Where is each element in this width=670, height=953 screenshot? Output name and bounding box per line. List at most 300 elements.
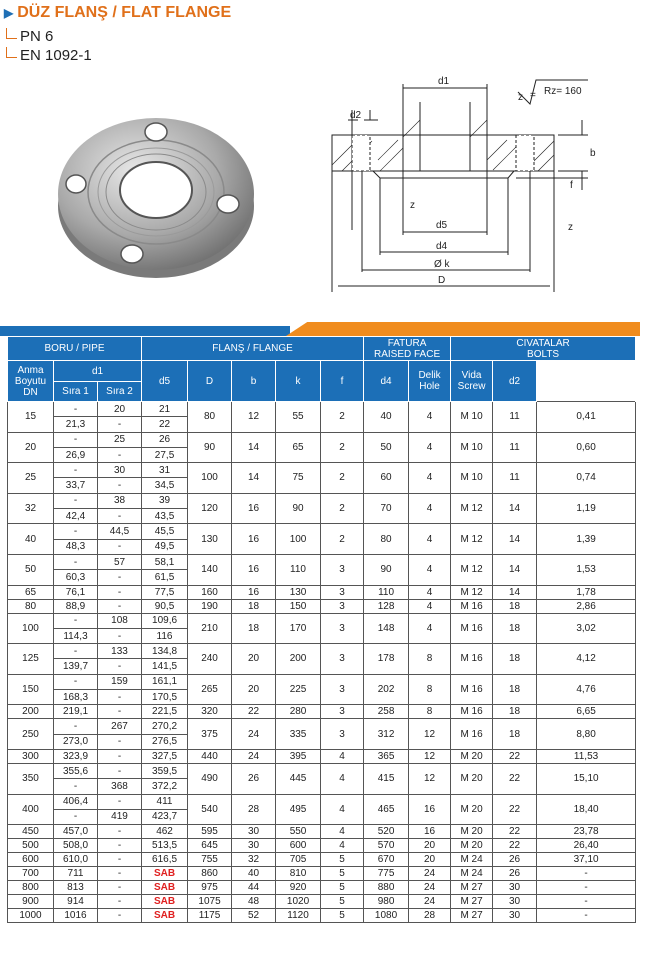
table-row [8, 613, 636, 628]
table-cell: 202 [364, 674, 409, 705]
table-cell: 3 [321, 613, 364, 644]
table-cell: 18,40 [537, 794, 636, 825]
table-cell: 43,5 [142, 509, 188, 524]
header-dn: Anma Boyutu DN [8, 361, 54, 402]
label-d2: d2 [350, 110, 362, 121]
header-d5: d5 [142, 361, 188, 402]
table-cell: - [54, 432, 98, 447]
table-cell: 22 [232, 705, 276, 719]
header-d2: d2 [493, 361, 537, 402]
table-cell: 0,74 [537, 463, 636, 494]
table-cell: 600 [276, 839, 321, 853]
table-cell: 12 [409, 749, 451, 763]
table-cell: M 10 [451, 463, 493, 494]
table-cell: 359,5 [142, 763, 188, 778]
table-cell: - [98, 417, 142, 432]
table-cell: 11 [493, 432, 537, 463]
table-cell: 4 [409, 524, 451, 555]
table-cell: 1000 [8, 909, 54, 923]
table-row [8, 881, 636, 895]
table-cell: 775 [364, 867, 409, 881]
table-cell: - [98, 881, 142, 895]
table-cell: 4 [409, 585, 451, 599]
table-cell: - [98, 585, 142, 599]
table-cell: 161,1 [142, 674, 188, 689]
table-cell: 375 [188, 719, 232, 750]
table-cell: - [54, 644, 98, 659]
table-cell: SAB [142, 895, 188, 909]
table-row [8, 402, 636, 417]
table-cell: 4 [321, 749, 364, 763]
label-z-right: z [568, 222, 573, 233]
table-cell: 20 [232, 674, 276, 705]
table-cell: 445 [276, 763, 321, 794]
table-cell: 14 [493, 493, 537, 524]
table-cell: M 20 [451, 794, 493, 825]
table-cell: 44,5 [98, 524, 142, 539]
table-cell: 16 [232, 493, 276, 524]
table-cell: - [98, 853, 142, 867]
table-cell: 55 [276, 402, 321, 433]
table-cell: 200 [8, 705, 54, 719]
table-cell: - [98, 570, 142, 585]
table-cell: 116 [142, 628, 188, 643]
table-row [8, 749, 636, 763]
table-cell: 4 [321, 839, 364, 853]
table-cell: 31 [142, 463, 188, 478]
table-cell: - [54, 674, 98, 689]
table-cell: 26,40 [537, 839, 636, 853]
table-cell: 265 [188, 674, 232, 705]
table-cell: 21 [142, 402, 188, 417]
header-D: D [188, 361, 232, 402]
title-text: DÜZ FLANŞ / FLAT FLANGE [17, 4, 232, 21]
table-cell: - [54, 779, 98, 794]
table-cell: 1020 [276, 895, 321, 909]
table-cell: 65 [276, 432, 321, 463]
header-sira2: Sıra 2 [98, 382, 142, 402]
table-cell: - [98, 659, 142, 674]
table-cell: 22 [142, 417, 188, 432]
table-row [8, 825, 636, 839]
table-cell: 355,6 [54, 763, 98, 778]
table-cell: - [98, 794, 142, 809]
table-cell: 365 [364, 749, 409, 763]
table-row [8, 644, 636, 659]
table-cell: 273,0 [54, 734, 98, 749]
section-divider [0, 322, 640, 336]
table-cell: 490 [188, 763, 232, 794]
table-cell: 27,5 [142, 447, 188, 462]
table-cell: 2 [321, 524, 364, 555]
table-row [8, 554, 636, 569]
header-hole: Delik Hole [409, 361, 451, 402]
table-cell: - [98, 690, 142, 705]
table-cell: 2 [321, 463, 364, 494]
table-cell: - [54, 719, 98, 734]
table-cell: 18 [493, 719, 537, 750]
label-d5: d5 [436, 220, 448, 231]
table-cell: 16 [409, 825, 451, 839]
table-cell: M 12 [451, 585, 493, 599]
table-cell: 4 [409, 599, 451, 613]
triangle-arrow-icon: ▶ [4, 6, 14, 20]
table-cell: 22 [493, 763, 537, 794]
table-cell: 25 [98, 432, 142, 447]
header-d4: d4 [364, 361, 409, 402]
table-cell: - [537, 881, 636, 895]
table-cell: 4 [409, 463, 451, 494]
table-cell: 240 [188, 644, 232, 675]
table-cell: M 24 [451, 867, 493, 881]
table-cell: 40 [364, 402, 409, 433]
table-cell: 4 [409, 613, 451, 644]
standard-label: EN 1092-1 [6, 47, 92, 64]
table-cell: 50 [8, 554, 54, 585]
flange-photo [56, 98, 256, 283]
table-cell: 462 [142, 825, 188, 839]
table-cell: 50 [364, 432, 409, 463]
table-cell: M 12 [451, 554, 493, 585]
table-cell: 60 [364, 463, 409, 494]
table-cell: 3 [321, 705, 364, 719]
table-cell: 32 [232, 853, 276, 867]
table-cell: 4 [321, 825, 364, 839]
table-cell: 160 [188, 585, 232, 599]
table-cell: - [98, 539, 142, 554]
table-cell: 22 [493, 794, 537, 825]
table-cell: - [98, 763, 142, 778]
table-cell: 500 [8, 839, 54, 853]
table-cell: - [54, 554, 98, 569]
table-cell: 6,65 [537, 705, 636, 719]
table-cell: 3 [321, 599, 364, 613]
table-cell: 45,5 [142, 524, 188, 539]
table-cell: - [98, 599, 142, 613]
table-cell: 38 [98, 493, 142, 508]
table-cell: 616,5 [142, 853, 188, 867]
header-flange: FLANŞ / FLANGE [142, 337, 364, 361]
table-cell: 327,5 [142, 749, 188, 763]
table-cell: 860 [188, 867, 232, 881]
table-cell: M 20 [451, 763, 493, 794]
table-cell: M 27 [451, 895, 493, 909]
table-cell: 276,5 [142, 734, 188, 749]
table-cell: 600 [8, 853, 54, 867]
table-cell: 130 [188, 524, 232, 555]
table-cell: 4 [321, 794, 364, 825]
table-cell: 100 [276, 524, 321, 555]
table-cell: 20 [409, 853, 451, 867]
table-cell: - [98, 447, 142, 462]
table-cell: 15 [8, 402, 54, 433]
table-cell: 61,5 [142, 570, 188, 585]
table-cell: - [98, 895, 142, 909]
label-D: D [438, 275, 446, 286]
table-cell: 250 [8, 719, 54, 750]
table-cell: 16 [232, 554, 276, 585]
label-b: b [590, 148, 596, 159]
header-sira1: Sıra 1 [54, 382, 98, 402]
table-cell: 323,9 [54, 749, 98, 763]
table-cell: 457,0 [54, 825, 98, 839]
table-cell: 5 [321, 881, 364, 895]
table-cell: 12 [409, 763, 451, 794]
label-z-left: z [410, 200, 415, 211]
table-cell: 42,4 [54, 509, 98, 524]
label-k: Ø k [434, 259, 450, 270]
table-cell: 114,3 [54, 628, 98, 643]
table-cell: 11,53 [537, 749, 636, 763]
table-cell: 170,5 [142, 690, 188, 705]
table-body [8, 402, 636, 923]
table-cell: 30 [232, 825, 276, 839]
table-cell: 5 [321, 895, 364, 909]
table-cell: 39 [142, 493, 188, 508]
header-k: k [276, 361, 321, 402]
table-cell: 15,10 [537, 763, 636, 794]
table-cell: 11 [493, 402, 537, 433]
table-cell: 5 [321, 853, 364, 867]
table-cell: 440 [188, 749, 232, 763]
table-cell: 30 [98, 463, 142, 478]
table-cell: 1,39 [537, 524, 636, 555]
table-cell: 1,19 [537, 493, 636, 524]
table-cell: 4 [409, 402, 451, 433]
table-cell: 610,0 [54, 853, 98, 867]
table-cell: 4 [321, 763, 364, 794]
table-cell: 920 [276, 881, 321, 895]
table-cell: 16 [409, 794, 451, 825]
table-cell: 16 [232, 585, 276, 599]
table-cell: 24 [232, 719, 276, 750]
table-cell: 4 [409, 554, 451, 585]
table-cell: 80 [364, 524, 409, 555]
table-cell: 20 [98, 402, 142, 417]
table-cell: 24 [409, 867, 451, 881]
table-cell: 18 [493, 599, 537, 613]
table-cell: - [98, 749, 142, 763]
table-cell: - [98, 478, 142, 493]
table-cell: 20 [8, 432, 54, 463]
table-cell: 670 [364, 853, 409, 867]
table-cell: 280 [276, 705, 321, 719]
table-cell: - [537, 909, 636, 923]
table-cell: 125 [8, 644, 54, 675]
label-equals: = [530, 90, 536, 101]
bracket-icon [6, 28, 17, 39]
table-cell: - [98, 705, 142, 719]
table-cell: 5 [321, 909, 364, 923]
table-cell: 219,1 [54, 705, 98, 719]
table-cell: 423,7 [142, 809, 188, 824]
table-cell: 900 [8, 895, 54, 909]
table-cell: 225 [276, 674, 321, 705]
technical-drawing [318, 70, 618, 295]
table-cell: 1,53 [537, 554, 636, 585]
table-cell: 350 [8, 763, 54, 794]
label-z-top: z [518, 92, 523, 103]
table-cell: 130 [276, 585, 321, 599]
table-cell: 90,5 [142, 599, 188, 613]
table-cell: 1075 [188, 895, 232, 909]
table-cell: 140 [188, 554, 232, 585]
table-cell: 90 [188, 432, 232, 463]
table-cell: 4 [409, 432, 451, 463]
table-cell: M 16 [451, 599, 493, 613]
table-cell: 170 [276, 613, 321, 644]
table-cell: 810 [276, 867, 321, 881]
table-cell: SAB [142, 909, 188, 923]
table-cell: 90 [364, 554, 409, 585]
table-cell: 0,41 [537, 402, 636, 433]
table-cell: 21,3 [54, 417, 98, 432]
table-cell: 3 [321, 674, 364, 705]
table-cell: 8 [409, 644, 451, 675]
table-cell: 520 [364, 825, 409, 839]
table-cell: 100 [8, 613, 54, 644]
table-cell: 150 [8, 674, 54, 705]
table-row [8, 493, 636, 508]
table-cell: 312 [364, 719, 409, 750]
table-cell: 550 [276, 825, 321, 839]
table-cell: 109,6 [142, 613, 188, 628]
table-cell: 570 [364, 839, 409, 853]
table-cell: 110 [276, 554, 321, 585]
table-cell: - [54, 524, 98, 539]
table-row [8, 524, 636, 539]
header-screw: Vida Screw [451, 361, 493, 402]
table-cell: 80 [8, 599, 54, 613]
table-cell: M 16 [451, 674, 493, 705]
table-cell: 368 [98, 779, 142, 794]
header-d1: d1 [54, 361, 142, 382]
table-cell: 28 [232, 794, 276, 825]
table-cell: 40 [8, 524, 54, 555]
table-cell: - [537, 895, 636, 909]
table-cell: 415 [364, 763, 409, 794]
table-cell: 18 [493, 613, 537, 644]
table-cell: 914 [54, 895, 98, 909]
table-row [8, 763, 636, 778]
table-cell: 372,2 [142, 779, 188, 794]
table-cell: 58,1 [142, 554, 188, 569]
table-row [8, 839, 636, 853]
table-cell: 159 [98, 674, 142, 689]
table-cell: M 10 [451, 402, 493, 433]
table-cell: 108 [98, 613, 142, 628]
table-cell: - [54, 809, 98, 824]
table-cell: 52 [232, 909, 276, 923]
table-cell: 88,9 [54, 599, 98, 613]
table-cell: 3 [321, 554, 364, 585]
table-cell: 8 [409, 705, 451, 719]
table-cell: 221,5 [142, 705, 188, 719]
table-cell: 34,5 [142, 478, 188, 493]
table-cell: M 10 [451, 432, 493, 463]
table-cell: 14 [232, 463, 276, 494]
table-cell: 77,5 [142, 585, 188, 599]
table-cell: 645 [188, 839, 232, 853]
table-cell: 14 [493, 554, 537, 585]
table-cell: 14 [493, 524, 537, 555]
table-cell: 3 [321, 585, 364, 599]
table-cell: 60,3 [54, 570, 98, 585]
table-cell: 70 [364, 493, 409, 524]
table-cell: 4 [409, 493, 451, 524]
table-cell: 8,80 [537, 719, 636, 750]
table-cell: 26 [142, 432, 188, 447]
table-cell: 110 [364, 585, 409, 599]
table-cell: 28 [409, 909, 451, 923]
table-cell: 12 [409, 719, 451, 750]
table-cell: 44 [232, 881, 276, 895]
table-cell: 190 [188, 599, 232, 613]
table-cell: 267 [98, 719, 142, 734]
table-cell: 178 [364, 644, 409, 675]
label-d1: d1 [438, 76, 450, 87]
table-cell: 210 [188, 613, 232, 644]
table-row [8, 895, 636, 909]
table-cell: 168,3 [54, 690, 98, 705]
table-row [8, 585, 636, 599]
table-cell: 12 [232, 402, 276, 433]
label-f: f [570, 180, 573, 191]
table-cell: 395 [276, 749, 321, 763]
pressure-class: PN 6 [6, 28, 53, 45]
table-cell: 508,0 [54, 839, 98, 853]
table-cell: M 12 [451, 493, 493, 524]
table-cell: 40 [232, 867, 276, 881]
table-cell: 11 [493, 463, 537, 494]
table-cell: M 20 [451, 839, 493, 853]
table-cell: 258 [364, 705, 409, 719]
table-row [8, 599, 636, 613]
table-row [8, 853, 636, 867]
header-pipe: BORU / PIPE [8, 337, 142, 361]
table-cell: 22 [493, 839, 537, 853]
table-cell: 700 [8, 867, 54, 881]
table-cell: M 27 [451, 881, 493, 895]
table-cell: 22 [493, 825, 537, 839]
table-cell: 2 [321, 493, 364, 524]
table-cell: 100 [188, 463, 232, 494]
table-cell: - [98, 839, 142, 853]
table-cell: 134,8 [142, 644, 188, 659]
table-cell: - [54, 613, 98, 628]
table-cell: 22 [493, 749, 537, 763]
header-bolts: CIVATALAR BOLTS [451, 337, 636, 361]
table-cell: M 20 [451, 825, 493, 839]
table-row [8, 794, 636, 809]
table-cell: 450 [8, 825, 54, 839]
table-cell: 26 [493, 853, 537, 867]
table-cell: 200 [276, 644, 321, 675]
table-cell: - [98, 734, 142, 749]
header-b: b [232, 361, 276, 402]
table-cell: 495 [276, 794, 321, 825]
table-cell: 335 [276, 719, 321, 750]
table-row [8, 719, 636, 734]
table-cell: 419 [98, 809, 142, 824]
table-cell: 26 [493, 867, 537, 881]
header-raised-face: FATURA RAISED FACE [364, 337, 451, 361]
table-cell: 33,7 [54, 478, 98, 493]
table-cell: 705 [276, 853, 321, 867]
table-cell: 880 [364, 881, 409, 895]
table-cell: 80 [188, 402, 232, 433]
table-cell: 75 [276, 463, 321, 494]
